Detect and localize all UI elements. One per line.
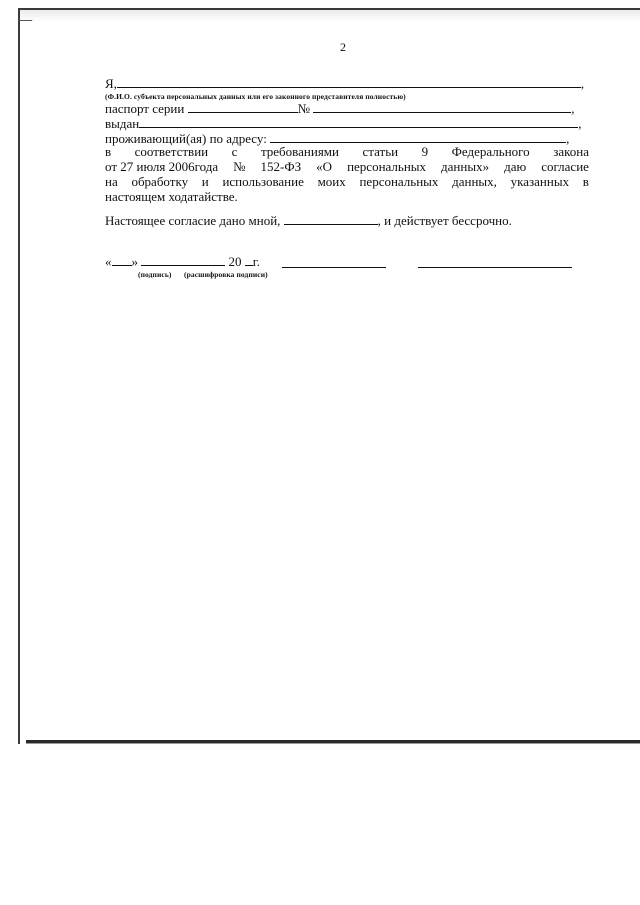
scan-edge-bottom-shadow	[26, 743, 640, 744]
scan-edge-left	[18, 8, 20, 744]
passport-series-field[interactable]	[188, 101, 298, 113]
passport-line	[105, 101, 589, 116]
date-close-quote: »	[131, 254, 138, 269]
consent-word: соответствии	[134, 144, 209, 159]
consent-line-4: настоящем ходатайстве.	[105, 189, 238, 204]
consent-word: указанных	[510, 174, 570, 189]
consent-word: даю	[504, 159, 527, 174]
consent-word: персональных	[359, 174, 439, 189]
year-prefix: 20	[228, 254, 242, 269]
date-open-quote: «	[105, 254, 112, 269]
fio-hint: (Ф.И.О. субъекта персональных данных или его законного представителя полностью)	[105, 92, 406, 101]
given-line	[105, 213, 589, 228]
issued-field[interactable]	[139, 116, 578, 128]
decoding-hint: (расшифровка подписи)	[184, 270, 268, 279]
consent-word: закона	[553, 144, 589, 159]
passport-label: паспорт серии	[105, 101, 185, 116]
issued-line	[105, 116, 589, 131]
consent-word: на	[105, 174, 118, 189]
fio-prefix: Я,	[105, 76, 117, 91]
consent-word: моих	[317, 174, 346, 189]
year-suffix: г.	[252, 254, 260, 269]
consent-line-3	[105, 174, 589, 189]
signature-hint: (подпись)	[138, 270, 172, 279]
consent-word: Федерального	[451, 144, 530, 159]
passport-suffix: ,	[571, 101, 575, 116]
given-date-field[interactable]	[284, 213, 378, 225]
consent-word: обработку	[131, 174, 189, 189]
consent-line-1	[105, 144, 589, 159]
consent-word: и	[201, 174, 209, 189]
address-field[interactable]	[270, 131, 566, 143]
month-field[interactable]	[141, 254, 225, 266]
consent-word: данных,	[452, 174, 497, 189]
signature-decoding-field[interactable]	[418, 267, 572, 268]
year-field[interactable]	[245, 254, 253, 266]
passport-number-field[interactable]	[313, 101, 571, 113]
given-prefix: Настоящее согласие дано мной,	[105, 213, 281, 228]
day-field[interactable]	[112, 254, 132, 266]
address-suffix: ,	[566, 131, 570, 146]
address-label: проживающий(ая) по адресу:	[105, 131, 267, 146]
consent-word: согласие	[541, 159, 589, 174]
consent-word: №	[233, 159, 246, 174]
signature-field[interactable]	[282, 267, 386, 268]
consent-word: статьи	[362, 144, 399, 159]
consent-word: от 27 июля 2006года	[105, 159, 219, 174]
consent-word: «О	[316, 159, 333, 174]
consent-word: использование	[222, 174, 304, 189]
consent-word: данных»	[441, 159, 490, 174]
fio-field[interactable]	[117, 76, 581, 88]
issued-label: выдан	[105, 116, 140, 131]
scan-shadow	[18, 10, 640, 22]
consent-word: 152-ФЗ	[260, 159, 302, 174]
fio-suffix: ,	[580, 76, 585, 91]
number-sign: №	[297, 101, 310, 116]
issued-suffix: ,	[578, 116, 582, 131]
consent-word: требованиями	[260, 144, 339, 159]
consent-line-2	[105, 159, 589, 174]
page-number: 2	[340, 40, 346, 54]
consent-word: 9	[421, 144, 429, 159]
consent-word: в	[105, 144, 112, 159]
given-suffix: , и действует бессрочно.	[377, 213, 512, 228]
consent-word: с	[231, 144, 238, 159]
consent-word: в	[582, 174, 589, 189]
consent-word: персональных	[347, 159, 427, 174]
